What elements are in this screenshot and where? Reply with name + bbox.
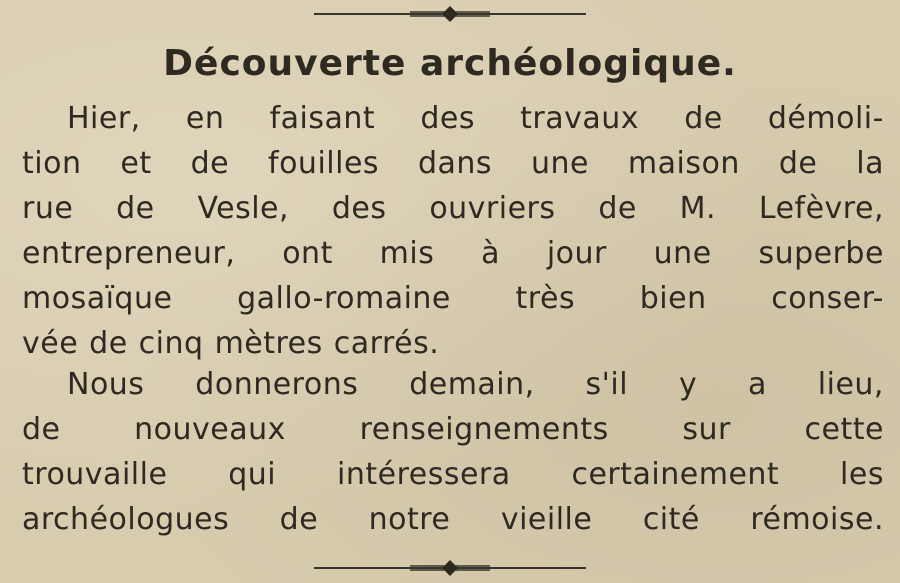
word: conser- <box>771 281 884 316</box>
word: de <box>778 146 818 181</box>
word: fouilles <box>268 146 380 181</box>
word: lieu, <box>817 367 884 402</box>
word: nouveaux <box>134 412 286 447</box>
word: de <box>684 101 723 136</box>
text-line <box>22 362 884 407</box>
word: une <box>531 146 589 181</box>
word: de <box>116 191 155 226</box>
word: la <box>856 146 884 181</box>
word: Hier, <box>67 101 141 136</box>
word: à <box>481 236 501 271</box>
word: notre <box>368 502 451 537</box>
text-line <box>22 321 884 366</box>
text-line <box>22 96 884 141</box>
word: cité <box>642 502 700 537</box>
article-title: Découverte archéologique. <box>163 43 737 84</box>
word: des <box>331 191 387 226</box>
word: y <box>678 367 698 402</box>
word: les <box>840 457 884 492</box>
word: archéologues <box>22 502 230 537</box>
word: tion <box>22 146 82 181</box>
word: gallo-romaine <box>237 281 451 316</box>
word: trouvaille <box>22 457 168 492</box>
word: Nous <box>67 367 145 402</box>
word: Vesle, <box>197 191 290 226</box>
paragraph-1 <box>22 96 884 366</box>
word: mètres <box>214 326 323 361</box>
bottom-ornamental-rule <box>300 558 600 578</box>
word: de <box>190 146 230 181</box>
word: mosaïque <box>22 281 173 316</box>
word: dans <box>417 146 493 181</box>
word: donnerons <box>195 367 359 402</box>
word: très <box>515 281 576 316</box>
word: intéressera <box>337 457 511 492</box>
word: Lefèvre, <box>758 191 884 226</box>
word: rémoise. <box>750 502 884 537</box>
word: M. <box>679 191 717 226</box>
word: rue <box>22 191 74 226</box>
word: une <box>653 236 712 271</box>
word: en <box>185 101 225 136</box>
word: entrepreneur, <box>22 236 236 271</box>
text-line <box>22 497 884 542</box>
text-line <box>22 452 884 497</box>
paragraph-2 <box>22 362 884 542</box>
word: s'il <box>585 367 629 402</box>
word: ouvriers <box>429 191 556 226</box>
word: de <box>598 191 637 226</box>
text-line <box>22 186 884 231</box>
word: renseignements <box>359 412 609 447</box>
top-ornamental-rule <box>300 2 600 22</box>
word: de <box>279 502 319 537</box>
word: de <box>22 412 61 447</box>
word: bien <box>639 281 707 316</box>
word: superbe <box>758 236 884 271</box>
word: cette <box>804 412 884 447</box>
word: sur <box>682 412 731 447</box>
word: ont <box>282 236 333 271</box>
word: vée <box>22 326 79 361</box>
word: maison <box>627 146 740 181</box>
word: demain, <box>409 367 535 402</box>
word: cinq <box>138 326 204 361</box>
word: de <box>89 326 128 361</box>
word: faisant <box>269 101 376 136</box>
word: des <box>420 101 475 136</box>
word: jour <box>546 236 607 271</box>
word: travaux <box>520 101 640 136</box>
text-line <box>22 407 884 452</box>
text-line <box>22 276 884 321</box>
word: démoli- <box>767 101 884 136</box>
word: a <box>748 367 767 402</box>
word: mis <box>379 236 435 271</box>
text-line <box>22 231 884 276</box>
word: et <box>120 146 152 181</box>
word: vieille <box>500 502 593 537</box>
word: certainement <box>571 457 780 492</box>
word: carrés. <box>333 326 440 361</box>
text-line <box>22 141 884 186</box>
word: qui <box>228 457 277 492</box>
